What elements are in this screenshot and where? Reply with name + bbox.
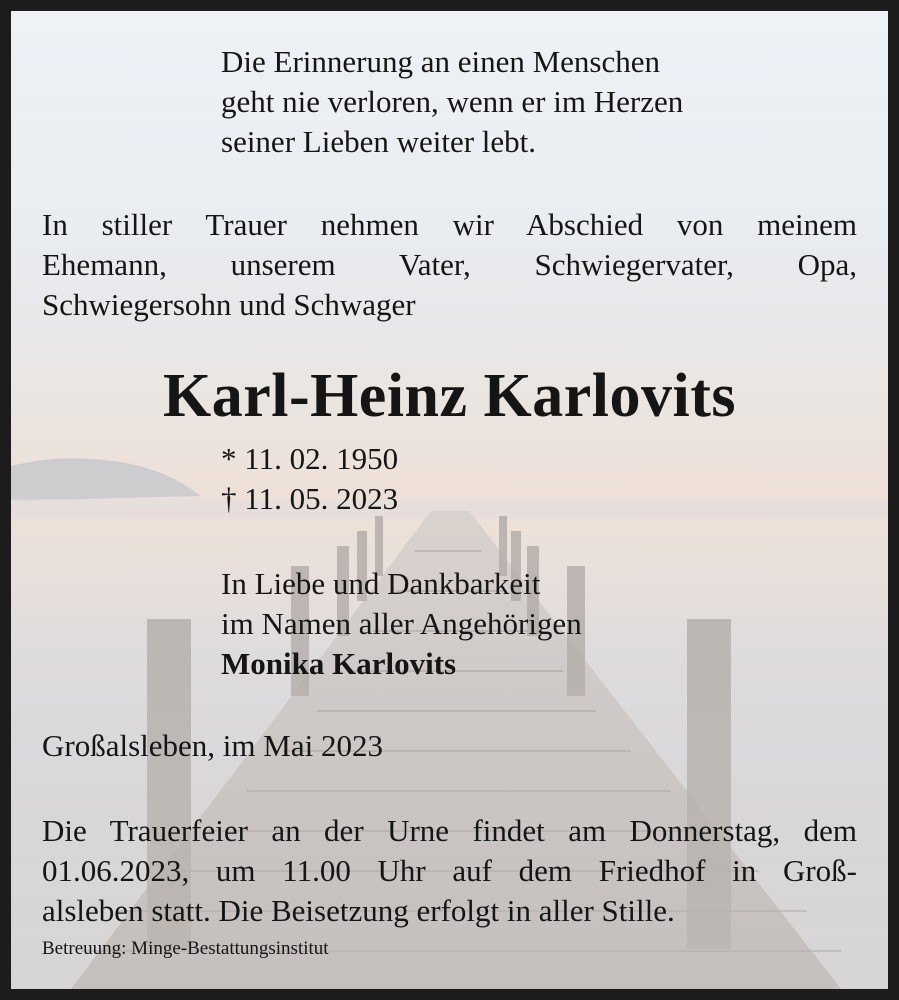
mourner-name: Monika Karlovits <box>221 646 457 681</box>
funeral-line: 01.06.2023, um 11.00 Uhr auf dem Friedhof in Groß- <box>42 853 857 888</box>
quote-line: seiner Lieben weiter lebt. <box>221 124 537 159</box>
memorial-quote <box>221 42 683 162</box>
funeral-info <box>42 811 857 931</box>
quote-line: Die Erinnerung an einen Menschen <box>221 44 661 79</box>
deceased-name: Karl-Heinz Karlovits <box>162 362 737 430</box>
mourners-line: In Liebe und Dankbarkeit <box>221 566 541 601</box>
birth-date: * 11. 02. 1950 <box>221 441 399 476</box>
funeral-line: Die Trauerfeier an der Urne findet am Donnerstag, dem <box>42 813 857 848</box>
quote-line: geht nie verloren, wenn er im Herzen <box>221 84 684 119</box>
intro-line: Ehemann, unserem Vater, Schwiegervater, Opa, <box>42 247 857 282</box>
place-and-date: Großalsleben, im Mai 2023 <box>42 728 383 763</box>
life-dates <box>221 439 398 519</box>
mourners-block <box>221 564 582 684</box>
funeral-home-credit: Betreuung: Minge-Bestattungsinstitut <box>42 938 329 959</box>
intro-line: In stiller Trauer nehmen wir Abschied von meinem <box>42 207 857 242</box>
death-date: † 11. 05. 2023 <box>221 481 399 516</box>
announcement-intro <box>42 205 857 325</box>
mourners-line: im Namen aller Angehörigen <box>221 606 582 641</box>
intro-line: Schwiegersohn und Schwager <box>42 287 416 322</box>
funeral-line: alsleben statt. Die Beisetzung erfolgt in aller Stille. <box>42 893 675 928</box>
